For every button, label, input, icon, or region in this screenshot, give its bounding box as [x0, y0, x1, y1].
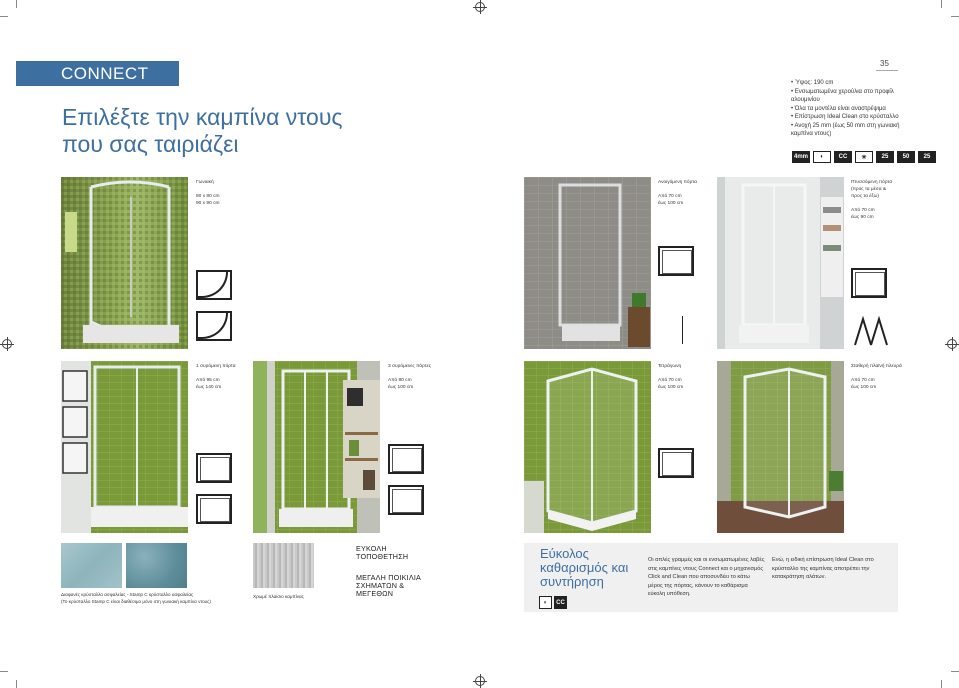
one-slider-title: 1 συρόμενη πόρτα: [196, 364, 236, 369]
tolerance-25b-icon: 25: [918, 151, 936, 163]
bifold-fold-diagram: [851, 315, 891, 347]
one-slider-from: Από 95 cm: [196, 378, 220, 383]
easy-clean-text-1: Οι απλές γραμμές και οι ενσωματωμένες λαβές στις καμπίνες ντους Connect και ο μηχανισμός Click and Clean που αποσυνδέει το κάτω μέρος της πόρτας, κάνουν το καθάρισμα εύκολη υπόθεση.: [648, 557, 765, 598]
feature-item: • Όλα τα μοντέλα είναι αναστρέψιμα: [791, 105, 916, 114]
crop-mark: [0, 16, 8, 17]
variety-line3: ΜΕΓΕΘΩΝ: [356, 589, 394, 599]
pivot-door-from: Από 70 cm: [658, 194, 682, 199]
page-number: 35: [880, 59, 889, 68]
crop-mark: [951, 671, 959, 672]
glass-caption-line1: Διαφανές κρύσταλλο ασφαλείας - Stamp C κρύσταλλο ασφαλείας: [61, 592, 194, 597]
corner-cabin-size1: 80 x 80 cm: [196, 194, 220, 199]
crop-mark: [16, 0, 17, 8]
photo-one-slider: [61, 361, 188, 533]
registration-mark-left: [2, 339, 12, 349]
feature-list: [791, 79, 916, 139]
side-panel-to: έως 100 cm: [851, 385, 877, 390]
three-slider-label: [388, 363, 458, 391]
easy-clean-title-line2: καθαρισμός και: [540, 560, 629, 575]
three-slider-plan-diagram: [388, 444, 424, 474]
glass-caption: [61, 592, 211, 605]
side-panel-title: Σταθερή πλαϊνή πλευρά: [851, 364, 902, 369]
square-cabin-title: Τετράγωνη: [658, 364, 682, 369]
easy-clean-title: [540, 547, 645, 589]
glass-4mm-icon: 4mm: [792, 151, 810, 163]
feature-item: • Ενσωματωμένα χερούλια στο προφίλ αλουμινίου: [791, 88, 916, 105]
variety-heading: [356, 574, 466, 599]
one-slider-plan-diagram: [196, 453, 232, 483]
corner-plan-diagram-2: [196, 311, 232, 341]
feature-item: • Ύψος: 190 cm: [791, 79, 916, 88]
feature-item: • Ανοχή 25 mm (έως 50 mm στη γωνιακή καμπίνα ντους): [791, 122, 916, 139]
pivot-swing-line: [682, 316, 683, 344]
easy-clean-title-line1: Εύκολος: [540, 546, 589, 561]
square-cabin-from: Από 70 cm: [658, 378, 682, 383]
ideal-clean-icon: ◐: [539, 596, 552, 609]
one-slider-illustration: [61, 361, 188, 533]
side-panel-illustration: [717, 361, 844, 533]
chrome-frame-swatch: [253, 543, 314, 588]
shelf-illustration: [343, 380, 380, 498]
side-panel-from: Από 70 cm: [851, 378, 875, 383]
reversible-icon: ✳: [855, 151, 873, 163]
photo-pivot-door: [524, 177, 651, 349]
page-number-rule: [876, 70, 898, 71]
bifold-door-from: Από 70 cm: [851, 208, 875, 213]
pivot-door-to: έως 100 cm: [658, 201, 684, 206]
variety-line1: ΜΕΓΑΛΗ ΠΟΙΚΙΛΙΑ: [356, 573, 422, 582]
cc-icon: CC: [834, 151, 852, 163]
easy-install-heading: [356, 545, 466, 561]
pivot-plan-diagram: [658, 246, 694, 276]
glass-caption-line2: (Το κρύσταλλο Stamp C είναι διαθέσιμο μόνο στη γωνιακή καμπίνα ντους): [61, 598, 211, 604]
variety-line2: ΣΧΗΜΑΤΩΝ &: [356, 581, 405, 591]
tolerance-50-icon: 50: [897, 151, 915, 163]
corner-cabin-title: Γωνιακή: [196, 180, 214, 185]
ideal-clean-icon: ◐: [813, 151, 831, 163]
easy-install-line1: ΕΥΚΟΛΗ: [356, 544, 387, 553]
three-slider-title: 3 συρόμενες πόρτες: [388, 364, 432, 369]
easy-clean-title-line3: συντήρηση: [540, 574, 604, 589]
pivot-door-illustration: [524, 177, 651, 349]
square-cabin-to: έως 100 cm: [658, 385, 684, 390]
square-plan-diagram: [658, 448, 694, 478]
photo-square-cabin: [524, 361, 651, 533]
corner-plan-diagram: [196, 270, 232, 300]
page-title-line1: Επιλέξτε την καμπίνα ντους: [62, 104, 343, 130]
feature-item: • Επίστρωση Ideal Clean στο κρύσταλλο: [791, 113, 916, 122]
bifold-door-title-3: προς τα έξω): [851, 194, 879, 199]
corner-cabin-illustration: [61, 177, 188, 349]
corner-cabin-label: [196, 179, 266, 207]
bifold-door-title-2: (προς τα μέσα &: [851, 187, 887, 192]
easy-clean-icons: [539, 596, 567, 609]
one-slider-plan-diagram-2: [196, 494, 232, 524]
photo-shelf-detail: [343, 380, 380, 498]
three-slider-plan-diagram-2: [388, 485, 424, 515]
side-panel-label: [851, 363, 921, 391]
stamp-c-glass-swatch: [126, 543, 187, 588]
frame-caption: Χρωμέ πλαίσιο καμπίνας: [253, 594, 304, 599]
brand-banner: [16, 61, 179, 86]
bifold-door-to: έως 90 cm: [851, 215, 874, 220]
registration-mark-right: [947, 339, 957, 349]
bifold-plan-diagram: [851, 268, 887, 298]
page-title: [62, 104, 402, 158]
bifold-door-label: [851, 179, 921, 221]
corner-cabin-size2: 90 x 90 cm: [196, 201, 220, 206]
feature-icon-row: [792, 151, 936, 163]
cc-icon: CC: [554, 596, 567, 609]
easy-clean-text-2: Ενώ, η ειδική επίστρωση Ideal Clean στο κρύσταλλο της καμπίνας αποτρέπει την κατακράτηση αλάτων.: [772, 557, 874, 581]
three-slider-to: έως 100 cm: [388, 385, 414, 390]
registration-mark-bottom: [475, 676, 485, 686]
bifold-door-title: Πτυσσόμενη πόρτα: [851, 180, 893, 185]
bifold-door-illustration: [717, 177, 844, 349]
crop-mark: [941, 0, 942, 8]
easy-install-line2: ΤΟΠΟΘΕΤΗΣΗ: [356, 552, 409, 562]
crop-mark: [0, 671, 8, 672]
brand-title: CONNECT: [61, 64, 149, 83]
one-slider-to: έως 140 cm: [196, 385, 222, 390]
pivot-door-title: Ανοιγόμενη πόρτα: [658, 180, 697, 185]
crop-mark: [951, 16, 959, 17]
square-cabin-illustration: [524, 361, 651, 533]
crop-mark: [16, 680, 17, 688]
crop-mark: [941, 680, 942, 688]
photo-bifold-door: [717, 177, 844, 349]
photo-side-panel: [717, 361, 844, 533]
tolerance-25-icon: 25: [876, 151, 894, 163]
three-slider-from: Από 80 cm: [388, 378, 412, 383]
photo-corner-cabin: [61, 177, 188, 349]
page-title-line2: που σας ταιριάζει: [62, 131, 239, 157]
clear-glass-swatch: [61, 543, 122, 588]
registration-mark-top: [475, 2, 485, 12]
